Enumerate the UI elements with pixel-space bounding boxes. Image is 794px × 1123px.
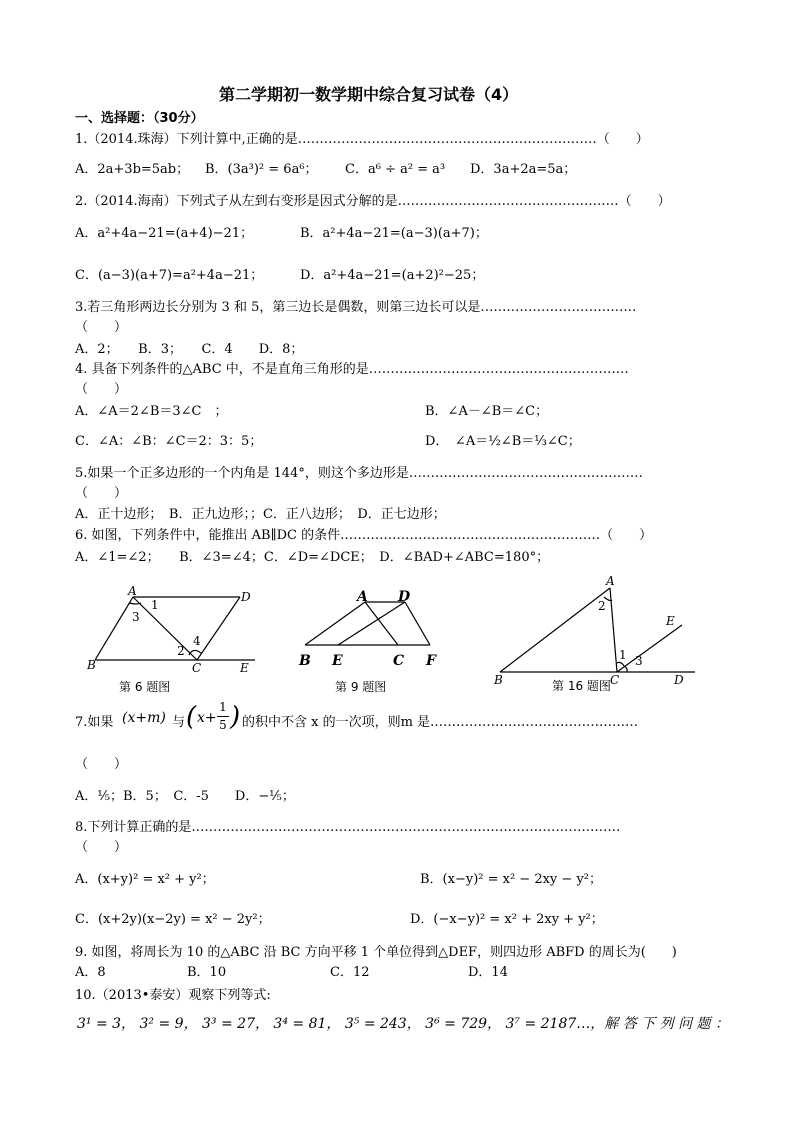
question-10-equations: 3¹ = 3， 3² = 9， 3³ = 27， 3⁴ = 81， 3⁵ = 243， 3⁶ = 729， 3⁷ = 2187…，解 答 下 列 问 题 ： [77, 1016, 729, 1032]
question-9-option-c: C．12 [330, 965, 370, 980]
fig16-label-c: C [610, 673, 620, 687]
figure-6 [85, 583, 275, 695]
fig16-label-3: 3 [635, 654, 643, 668]
question-4-stem: 4. 具备下列条件的△ABC 中，不是直角三角形的是…………………………………………………… [75, 362, 629, 377]
question-2-option-b: B．a²+4a−21=(a−3)(a+7)； [300, 226, 488, 241]
question-6-options: A．∠1=∠2； B．∠3=∠4；C．∠D=∠DCE； D．∠BAD+∠ABC=180°； [75, 550, 550, 565]
fig16-label-d: D [674, 673, 684, 687]
question-2-stem: 2.（2014.海南）下列式子从左到右变形是因式分解的是……………………………………………（ ） [75, 194, 671, 209]
question-8-stem: 8.下列计算正确的是……………………………………………………………………………………… [75, 820, 621, 835]
question-6-stem: 6. 如图，下列条件中，能推出 AB∥DC 的条件……………………………………………………（ ） [75, 528, 653, 543]
figure-16 [490, 572, 705, 695]
fig6-label-a: A [128, 584, 137, 598]
question-7-options: A．⅕；B．5； C．-5 D．−⅕； [75, 789, 295, 804]
fig9-caption: 第 9 题图 [335, 680, 387, 694]
fig6-label-1: 1 [151, 598, 159, 612]
question-2-option-c: C．(a−3)(a+7)=a²+4a−21； [75, 268, 264, 283]
question-4-answer-paren: （ ） [75, 382, 128, 397]
question-8-option-d: D．(−x−y)² = x² + 2xy + y²； [410, 912, 604, 927]
fig9-label-b: B [299, 653, 311, 669]
page-title: 第二学期初一数学期中综合复习试卷（4） [219, 85, 519, 104]
question-8-option-b: B．(x−y)² = x² − 2xy − y²； [420, 872, 602, 887]
question-7-stem-prefix: 7.如果 [75, 715, 114, 730]
fig16-label-a: A [606, 574, 615, 588]
fig16-label-e: E [666, 614, 675, 628]
question-8-option-a: A．(x+y)² = x² + y²； [75, 872, 215, 887]
fig6-label-e: E [240, 661, 249, 675]
question-9-stem: 9. 如图，将周长为 10 的△ABC 沿 BC 方向平移 1 个单位得到△DEF，则四边形 ABFD 的周长为( ) [75, 945, 677, 960]
question-7-expr-1: (x+m) [122, 710, 166, 726]
fig6-label-d: D [241, 590, 251, 604]
question-9-option-a: A．8 [75, 965, 106, 980]
question-2-option-a: A．a²+4a−21=(a+4)−21； [75, 226, 254, 241]
question-4-option-c: C．∠A：∠B：∠C＝2：3：5； [75, 434, 263, 449]
fig9-label-f: F [426, 653, 436, 669]
question-3-answer-paren: （ ） [75, 320, 128, 335]
question-4-option-d: D． ∠A＝½∠B＝⅓∠C； [425, 434, 581, 449]
question-7-expr-2: ( [186, 702, 197, 732]
question-7-expr-2-x: x+ [197, 710, 217, 726]
figure-9 [295, 585, 455, 695]
question-7-frac-den: 5 [219, 718, 227, 732]
fig9-label-a: A [357, 589, 368, 605]
fig16-label-b: B [494, 673, 503, 687]
question-1-stem: 1.（2014.珠海）下列计算中,正确的是……………………………………………………………（ ） [75, 132, 649, 147]
question-8-answer-paren: （ ） [75, 840, 128, 855]
question-5-answer-paren: （ ） [75, 486, 128, 501]
fig6-label-3: 3 [132, 610, 140, 624]
question-7-frac-num: 1 [219, 700, 227, 714]
question-10-stem: 10.（2013•泰安）观察下列等式: [75, 988, 271, 1003]
question-8-option-c: C．(x+2y)(x−2y) = x² − 2y²； [75, 912, 271, 927]
fig9-label-c: C [393, 653, 405, 669]
fig6-label-2: 2 [177, 644, 185, 658]
question-7-frac-bar [217, 716, 229, 717]
question-9-option-b: B．10 [187, 965, 227, 980]
question-4-option-b: B．∠A－∠B＝∠C； [425, 404, 549, 419]
question-1-option-a: A．2a+3b=5ab； [75, 162, 190, 177]
question-5-options: A．正十边形； B．正九边形；；C．正八边形； D．正七边形； [75, 507, 446, 522]
section-heading: 一、选择题：（30分） [75, 111, 204, 126]
question-7-stem-suffix: 的积中不含 x 的一次项，则m 是………………………………………… [242, 715, 639, 730]
question-7-expr-2-close: ) [230, 702, 241, 732]
question-7-stem-mid: 与 [172, 715, 186, 730]
fig6-caption: 第 6 题图 [119, 680, 171, 694]
fig16-label-1: 1 [619, 648, 627, 662]
fig6-label-b: B [87, 658, 96, 672]
question-7-answer-paren: （ ） [75, 757, 128, 772]
question-1-option-d: D．3a+2a=5a； [470, 162, 577, 177]
fig6-label-c: C [192, 661, 202, 675]
fig6-label-4: 4 [193, 634, 201, 648]
question-1-option-c: C．a⁶ ÷ a² = a³ [345, 162, 446, 177]
question-2-option-d: D．a²+4a−21=(a+2)²−25； [300, 268, 485, 283]
fig16-label-2: 2 [598, 599, 606, 613]
fig9-label-d: D [398, 589, 411, 605]
question-3-stem: 3.若三角形两边长分别为 3 和 5，第三边长是偶数，则第三边长可以是……………………………… [75, 300, 637, 315]
question-4-option-a: A．∠A＝2∠B＝3∠C ； [75, 404, 228, 419]
question-3-options: A．2； B．3； C．4 D．8； [75, 342, 304, 357]
question-5-stem: 5.如果一个正多边形的一个内角是 144°，则这个多边形是……………………………………………… [75, 466, 643, 481]
fig16-caption: 第 16 题图 [552, 679, 611, 693]
question-9-option-d: D．14 [468, 965, 508, 980]
fig9-label-e: E [332, 653, 343, 669]
question-1-option-b: B．(3a³)² = 6a⁶； [205, 162, 318, 177]
